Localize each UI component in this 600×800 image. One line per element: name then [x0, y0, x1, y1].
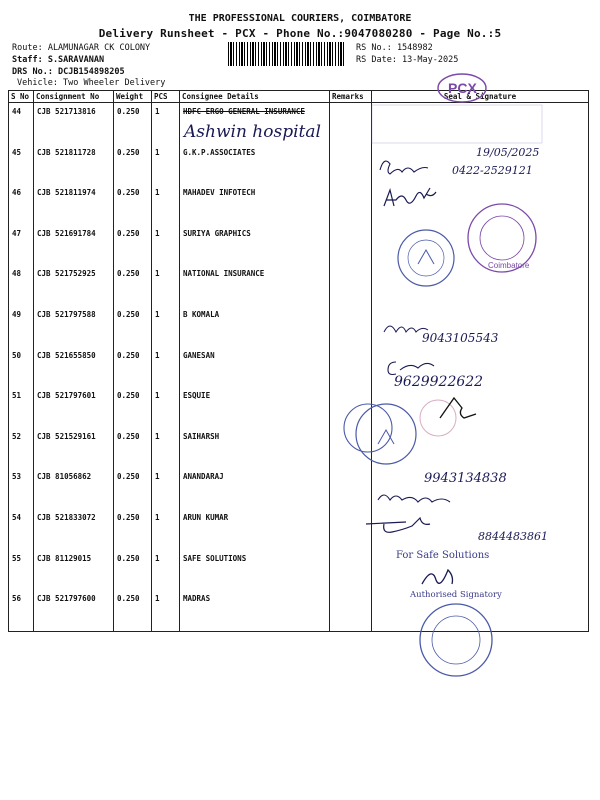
cell-weight: 0.250	[114, 590, 152, 631]
pcx-stamp-text: PCX	[448, 80, 477, 96]
cell-consignment: CJB 521797601	[34, 387, 114, 428]
col-consignee: Consignee Details	[180, 91, 330, 103]
cell-consignment: CJB 521691784	[34, 225, 114, 266]
runsheet-subtitle: Delivery Runsheet - PCX - Phone No.:9047080280 - Page No.:5	[98, 27, 502, 40]
cell-consignment: CJB 521833072	[34, 509, 114, 550]
cell-sno: 46	[9, 184, 34, 225]
stamp-47	[468, 204, 536, 272]
signature-46	[384, 188, 436, 206]
cell-consignment: CJB 521529161	[34, 428, 114, 469]
cell-sno: 52	[9, 428, 34, 469]
route-text: Route: ALAMUNAGAR CK COLONY	[12, 43, 151, 53]
signature-55	[422, 570, 453, 584]
cell-consignee: MAHADEV INFOTECH	[180, 184, 330, 225]
vehicle-text: Vehicle: Two Wheeler Delivery	[17, 78, 166, 88]
col-consignment: Consignment No	[34, 91, 114, 103]
cell-pcs: 1	[152, 387, 180, 428]
cell-sno: 47	[9, 225, 34, 266]
hw-45-phone: 0422-2529121	[452, 164, 533, 177]
cell-sno: 53	[9, 468, 34, 509]
signature-50	[388, 362, 434, 375]
col-sno: S No	[9, 91, 34, 103]
cell-consignee: NATIONAL INSURANCE	[180, 265, 330, 306]
cell-pcs: 1	[152, 306, 180, 347]
cell-pcs: 1	[152, 468, 180, 509]
cell-consignee: HDFC ERGO GENERAL INSURANCE	[180, 103, 330, 144]
cell-sno: 55	[9, 550, 34, 591]
cell-sno: 51	[9, 387, 34, 428]
cell-consignment: CJB 521752925	[34, 265, 114, 306]
cell-pcs: 1	[152, 265, 180, 306]
cell-weight: 0.250	[114, 144, 152, 185]
cell-consignee: ESQUIE	[180, 387, 330, 428]
signature-54	[366, 518, 430, 532]
seal-44-box	[372, 105, 542, 143]
cell-sno: 48	[9, 265, 34, 306]
cell-weight: 0.250	[114, 550, 152, 591]
col-seal: Seal & Signature	[372, 91, 589, 103]
cell-consignment: CJB 521713816	[34, 103, 114, 144]
rs-no: RS No.: 1548982	[356, 43, 433, 53]
col-remarks: Remarks	[330, 91, 372, 103]
seal-55-top: For Safe Solutions	[396, 550, 490, 561]
signature-45	[380, 161, 428, 174]
cell-weight: 0.250	[114, 509, 152, 550]
cell-pcs: 1	[152, 509, 180, 550]
col-weight: Weight	[114, 91, 152, 103]
cell-consignee: G.K.P.ASSOCIATES	[180, 144, 330, 185]
drs-text: DRS No.: DCJB154898205	[12, 67, 125, 77]
company-title: THE PROFESSIONAL COURIERS, COIMBATORE	[188, 13, 412, 24]
hw-54-phone: 8844483861	[478, 530, 548, 543]
stamp-48	[398, 230, 454, 286]
cell-pcs: 1	[152, 428, 180, 469]
cell-consignee: SURIYA GRAPHICS	[180, 225, 330, 266]
hw-45-date: 19/05/2025	[476, 146, 540, 159]
cell-weight: 0.250	[114, 225, 152, 266]
hw-44: Ashwin hospital	[184, 122, 321, 142]
cell-consignment: CJB 521655850	[34, 347, 114, 388]
cell-pcs: 1	[152, 225, 180, 266]
cell-weight: 0.250	[114, 265, 152, 306]
hw-53-phone: 9943134838	[424, 471, 507, 486]
cell-consignee: B KOMALA	[180, 306, 330, 347]
cell-consignment: CJB 521797588	[34, 306, 114, 347]
stamp-47-text: Coimbatore	[488, 261, 530, 270]
cell-pcs: 1	[152, 144, 180, 185]
hw-49-phone: 9043105543	[422, 331, 499, 345]
cell-weight: 0.250	[114, 428, 152, 469]
stamp-52	[356, 404, 416, 464]
rs-date: RS Date: 13-May-2025	[356, 55, 459, 65]
cell-consignee: ARUN KUMAR	[180, 509, 330, 550]
cell-sno: 44	[9, 103, 34, 144]
staff-text: Staff: S.SARAVANAN	[12, 55, 105, 65]
cell-weight: 0.250	[114, 306, 152, 347]
pcx-stamp	[438, 74, 486, 102]
cell-pcs: 1	[152, 590, 180, 631]
cell-sno: 56	[9, 590, 34, 631]
cell-pcs: 1	[152, 347, 180, 388]
stamp-56	[420, 604, 492, 676]
cell-sno: 54	[9, 509, 34, 550]
cell-pcs: 1	[152, 184, 180, 225]
cell-consignment: CJB 521811728	[34, 144, 114, 185]
cell-consignment: CJB 81056862	[34, 468, 114, 509]
cell-weight: 0.250	[114, 347, 152, 388]
cell-sno: 49	[9, 306, 34, 347]
cell-consignee: GANESAN	[180, 347, 330, 388]
cell-consignment: CJB 521797600	[34, 590, 114, 631]
cell-sno: 45	[9, 144, 34, 185]
cell-pcs: 1	[152, 550, 180, 591]
signature-53	[378, 495, 450, 502]
cell-sno: 50	[9, 347, 34, 388]
cell-consignee: ANANDARAJ	[180, 468, 330, 509]
signature-51	[440, 398, 476, 418]
cell-consignee: SAIHARSH	[180, 428, 330, 469]
cell-weight: 0.250	[114, 184, 152, 225]
col-pcs: PCS	[152, 91, 180, 103]
cell-consignment: CJB 81129015	[34, 550, 114, 591]
cell-weight: 0.250	[114, 387, 152, 428]
hw-50-phone: 9629922622	[394, 374, 484, 390]
cell-pcs: 1	[152, 103, 180, 144]
cell-consignee: SAFE SOLUTIONS	[180, 550, 330, 591]
cell-consignee: MADRAS	[180, 590, 330, 631]
cell-weight: 0.250	[114, 468, 152, 509]
cell-weight: 0.250	[114, 103, 152, 144]
cell-consignment: CJB 521811974	[34, 184, 114, 225]
seal-55-bottom: Authorised Signatory	[410, 590, 502, 600]
